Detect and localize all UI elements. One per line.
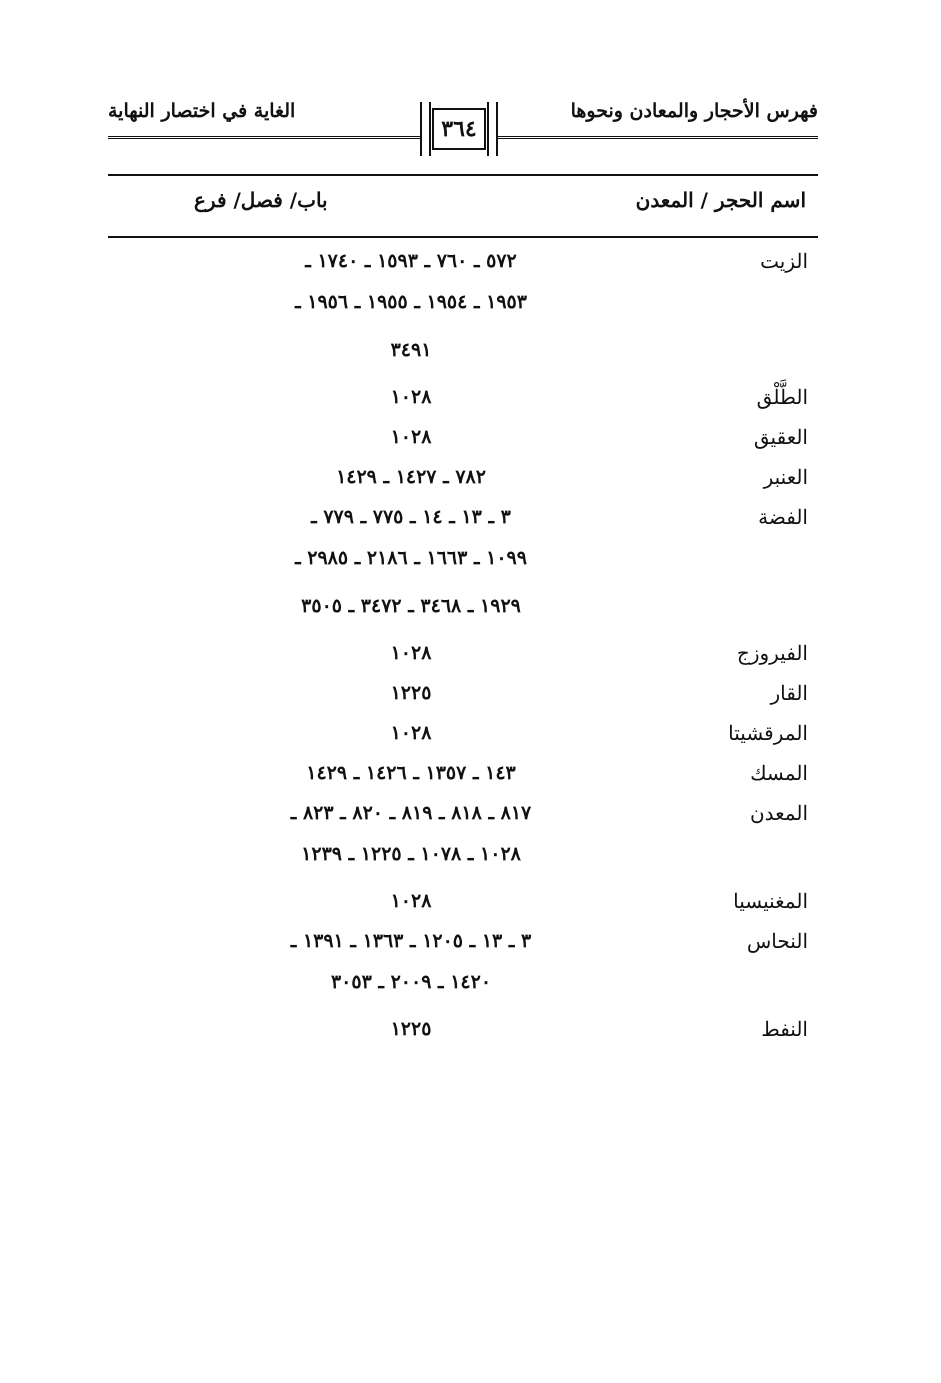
index-entry bbox=[108, 244, 818, 374]
book-title: الغاية في اختصار النهاية bbox=[108, 100, 296, 122]
entry-refs bbox=[108, 716, 618, 750]
entry-refs bbox=[108, 380, 618, 414]
index-entry bbox=[108, 924, 818, 1006]
entry-ref-line: ١٠٢٨ bbox=[390, 386, 432, 408]
entry-name: العنبر bbox=[763, 465, 808, 489]
entry-refs bbox=[108, 756, 618, 790]
entry-ref-line: ١٩٢٩ ـ ٣٤٦٨ ـ ٣٤٧٢ ـ ٣٥٠٥ bbox=[301, 595, 521, 617]
entry-refs bbox=[108, 1012, 618, 1046]
entry-name: العقيق bbox=[753, 425, 808, 449]
entry-ref-line: ٣ ـ ١٣ ـ ١٤ ـ ٧٧٥ ـ ٧٧٩ ـ bbox=[311, 506, 511, 528]
entry-ref-line: ١٤٣ ـ ١٣٥٧ ـ ١٤٢٦ ـ ١٤٢٩ bbox=[306, 762, 516, 784]
entry-refs bbox=[108, 796, 618, 878]
entry-refs bbox=[108, 924, 618, 1006]
index-entry bbox=[108, 380, 818, 414]
frame-ornament-right bbox=[487, 102, 498, 156]
index-entry bbox=[108, 500, 818, 630]
page-number: ٣٦٤ bbox=[432, 108, 486, 150]
index-entry bbox=[108, 676, 818, 710]
frame-ornament-left bbox=[420, 102, 431, 156]
index-entry bbox=[108, 420, 818, 454]
entry-name: القار bbox=[770, 681, 808, 705]
column-header-refs: باب/ فصل/ فرع bbox=[194, 188, 328, 212]
index-entry bbox=[108, 636, 818, 670]
running-head bbox=[108, 92, 818, 172]
entry-ref-line: ٧٨٢ ـ ١٤٢٧ ـ ١٤٢٩ bbox=[336, 466, 486, 488]
column-headers bbox=[108, 188, 818, 228]
entry-name: المرقشيتا bbox=[728, 721, 808, 745]
entry-ref-line: ١٠٢٨ ـ ١٠٧٨ ـ ١٢٢٥ ـ ١٢٣٩ bbox=[301, 843, 521, 865]
entry-refs bbox=[108, 884, 618, 918]
section-title: فهرس الأحجار والمعادن ونحوها bbox=[570, 100, 818, 122]
entry-refs bbox=[108, 676, 618, 710]
index-entry bbox=[108, 1012, 818, 1046]
entry-refs bbox=[108, 460, 618, 494]
index-entry bbox=[108, 716, 818, 750]
entry-name: الطَّلْق bbox=[756, 385, 808, 409]
entry-name: النفط bbox=[761, 1017, 808, 1041]
column-header-top-rule bbox=[108, 174, 818, 176]
entry-ref-line: ١٠٢٨ bbox=[390, 426, 432, 448]
entry-ref-line: ١٤٢٠ ـ ٢٠٠٩ ـ ٣٠٥٣ bbox=[330, 971, 492, 993]
entry-ref-line: ١٠٢٨ bbox=[390, 890, 432, 912]
entry-ref-line: ١٠٩٩ ـ ١٦٦٣ ـ ٢١٨٦ ـ ٢٩٨٥ ـ bbox=[295, 547, 527, 569]
entry-ref-line: ٣٤٩١ bbox=[390, 339, 432, 361]
entry-refs bbox=[108, 420, 618, 454]
column-header-bottom-rule bbox=[108, 236, 818, 238]
index-entry bbox=[108, 796, 818, 878]
entry-ref-line: ١٢٢٥ bbox=[390, 682, 432, 704]
entry-ref-line: ١٩٥٣ ـ ١٩٥٤ ـ ١٩٥٥ ـ ١٩٥٦ ـ bbox=[295, 291, 527, 313]
index-entry bbox=[108, 756, 818, 790]
entry-ref-line: ١٢٢٥ bbox=[390, 1018, 432, 1040]
entry-name: المعدن bbox=[749, 801, 808, 825]
entry-name: المسك bbox=[750, 761, 808, 785]
entry-ref-line: ٥٧٢ ـ ٧٦٠ ـ ١٥٩٣ ـ ١٧٤٠ ـ bbox=[305, 250, 517, 272]
entry-ref-line: ٣ ـ ١٣ ـ ١٢٠٥ ـ ١٣٦٣ ـ ١٣٩١ ـ bbox=[290, 930, 532, 952]
entry-ref-line: ١٠٢٨ bbox=[390, 642, 432, 664]
entry-name: المغنيسيا bbox=[733, 889, 808, 913]
entry-refs bbox=[108, 244, 618, 374]
entry-ref-line: ١٠٢٨ bbox=[390, 722, 432, 744]
page-number-frame bbox=[420, 102, 498, 156]
entry-ref-line: ٨١٧ ـ ٨١٨ ـ ٨١٩ ـ ٨٢٠ ـ ٨٢٣ ـ bbox=[290, 802, 532, 824]
entry-name: الفيروزج bbox=[736, 641, 808, 665]
entry-name: النحاس bbox=[746, 929, 808, 953]
index-entries bbox=[108, 244, 818, 1052]
index-entry bbox=[108, 460, 818, 494]
entry-refs bbox=[108, 500, 618, 630]
index-entry bbox=[108, 884, 818, 918]
entry-refs bbox=[108, 636, 618, 670]
entry-name: الفضة bbox=[758, 505, 808, 529]
column-header-name: اسم الحجر / المعدن bbox=[635, 188, 806, 212]
entry-name: الزيت bbox=[760, 249, 808, 273]
